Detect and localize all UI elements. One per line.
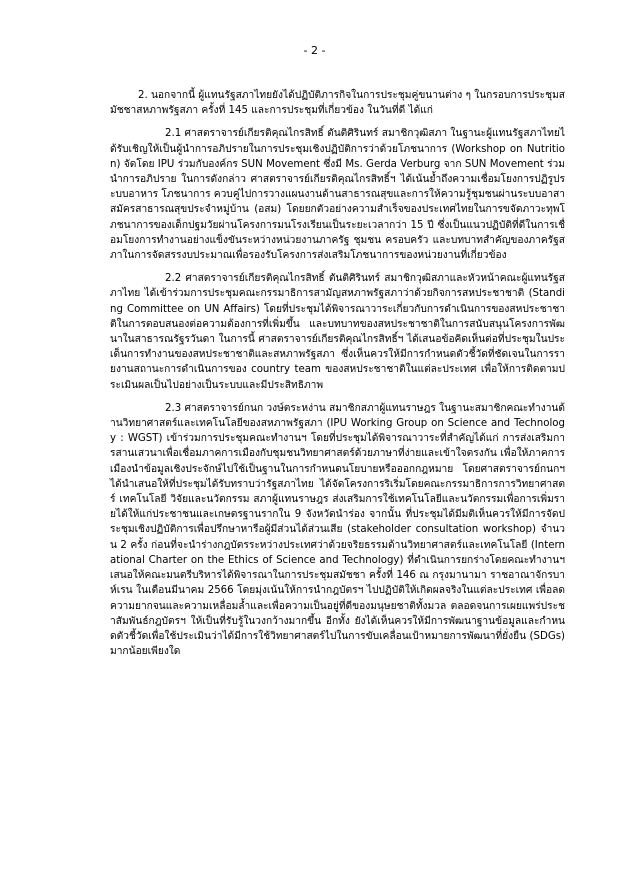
paragraph-2-1: 2.1 ศาสตราจารย์เกียรติคุณไกรสิทธิ์ ตันติศิรินทร์ สมาชิกวุฒิสภา ในฐานะผู้แทนรัฐสภาไทยได้รับเชิญให้เป็นผู้นำการอภิปรายในการประชุมเชิงปฏิบัติการว่าด้วยโภชนาการ (Workshop on Nutrition) จัดโดย IPU ร่วมกับองค์กร SUN Movement ซึ่งมี Ms. Gerda Verburg จาก SUN Movement ร่วมนำการอภิปราย ในการดังกล่าว ศาสตราจารย์เกียรติคุณไกรสิทธิ์ฯ ได้เน้นย้ำถึงความเชื่อมโยงการปฏิรูประบบอาหาร โภชนาการ ควบคู่ไปการวางแผนงานด้านสาธารณสุขและการให้ความรู้ชุมชนผ่านระบบอาสาสมัครสาธารณสุขประจำหมู่บ้าน (อสม) โดยยกตัวอย่างความสำเร็จของประเทศไทยในการขจัดภาวะทุพโภชนาการของเด็กปฐมวัยผ่านโครงการมนโรงเรียนเป็นระยะเวลากว่า 15 ปี ซึ่งเป็นแนวปฏิบัติที่ดีในการเชื่อมโยงการทำงานอย่างแข็งขันระหว่างหน่วยงานภาครัฐ ชุมชน ครอบครัว และบทบาทสำคัญของภาครัฐสภาในการจัดสรรงบประมาณเพื่อรองรับโครงการส่งเสริมโภชนาการของหน่วยงานที่เกี่ยวข้อง xyxy=(110,128,565,262)
paragraph-2-3: 2.3 ศาสตราจารย์กนก วงษ์ตระหง่าน สมาชิกสภาผู้แทนราษฎร ในฐานะสมาชิกคณะทำงานด้านวิทยาศาสตร์และเทคโนโลยีของสหภาพรัฐสภา (IPU Working Group on Science and Technology : WGST) เข้าร่วมการประชุมคณะทำงานฯ โดยที่ประชุมได้พิจารณาวาระที่สำคัญได้แก่ การส่งเสริมการสานเสวนาเพื่อเชื่อมภาคการเมืองกับชุมชนวิทยาศาสตร์ด้วยภาษาที่ง่ายและเข้าใจตรงกัน เพื่อให้ภาคการเมืองนำข้อมูลเชิงประจักษ์ไปใช้เป็นฐานในการกำหนดนโยบายหรือออกกฎหมาย โดยศาสตราจารย์กนกฯ ได้นำเสนอให้ที่ประชุมได้รับทราบว่ารัฐสภาไทย ได้จัดโครงการริเริ่มโดยคณะกรรมาธิการการวิทยาศาสตร์ เทคโนโลยี วิจัยและนวัตกรรม สภาผู้แทนราษฎร ส่งเสริมการใช้เทคโนโลยีและนวัตกรรมเพื่อการเพิ่มรายได้ให้แก่ประชาชนและเกษตรฐานรากใน 9 จังหวัดนำร่อง จากนั้น ที่ประชุมได้มีมติเห็นควรให้มีการจัดประชุมเชิงปฏิบัติการเพื่อปรึกษาหารือผู้มีส่วนได้ส่วนเสีย (stakeholder consultation workshop) จำนวน 2 ครั้ง ก่อนที่จะนำร่างกฎบัตรระหว่างประเทศว่าด้วยจริยธรรมด้านวิทยาศาสตร์และเทคโนโลยี (International Charter on the Ethics of Science and Technology) ที่ดำเนินการยกร่างโดยคณะทำงานฯ เสนอให้คณะมนตรีบริหารได้พิจารณาในการประชุมสมัชชา ครั้งที่ 146 ณ กรุงมานามา ราชอาณาจักรบาห์เรน ในเดือนมีนาคม 2566 โดยมุ่งเน้นให้การนำกฎบัตรฯ ไปปฏิบัติให้เกิดผลจริงในแต่ละประเทศ เพื่อลดความยากจนและความเหลื่อมล้ำและเพื่อความเป็นอยู่ที่ดีของมนุษยชาติทั้งมวล ตลอดจนการเผยแพร่ประชาสัมพันธ์กฎบัตรฯ ให้เป็นที่รับรู้ในวงกว้างมากขึ้น อีกทั้ง ยังได้เห็นควรให้มีการพัฒนาฐานข้อมูลและกำหนดตัวชี้วัดเพื่อใช้ประเมินว่าได้มีการใช้วิทยาศาสตร์ไปในการขับเคลื่อนเป้าหมายการพัฒนาที่ยั่งยืน (SDGs) มากน้อยเพียงใด xyxy=(110,402,565,658)
paragraph-2-2: 2.2 ศาสตราจารย์เกียรติคุณไกรสิทธิ์ ตันติศิรินทร์ สมาชิกวุฒิสภาและหัวหน้าคณะผู้แทนรัฐสภาไทย ได้เข้าร่วมการประชุมคณะกรรมาธิการสามัญสหภาพรัฐสภาว่าด้วยกิจการสหประชาชาติ (Standing Committee on UN Affairs) โดยที่ประชุมได้พิจารณาวาระเกี่ยวกับการดำเนินการของสหประชาชาติในการตอบสนองต่อความต้องการที่เพิ่มขึ้น และบทบาทของสหประชาชาติในการสนับสนุนโครงการพัฒนาในสาธารณรัฐรวันดา ในการนี้ ศาสตราจารย์เกียรติคุณไกรสิทธิ์ฯ ได้เสนอข้อคิดเห็นต่อที่ประชุมในประเด็นการทำงานของสหประชาชาติและสหภาพรัฐสภา ซึ่งเห็นควรให้มีการกำหนดตัวชี้วัดที่ชัดเจนในการรายงานสถานะการดำเนินการของ country team ของสหประชาชาติในแต่ละประเทศ เพื่อให้การติดตามประเมินผลเป็นไปอย่างเป็นระบบและมีประสิทธิภาพ xyxy=(110,273,565,391)
page-number: - 2 - xyxy=(303,44,326,57)
document-body xyxy=(110,88,565,667)
paragraph-2: 2. นอกจากนี้ ผู้แทนรัฐสภาไทยยังได้ปฏิบัติภารกิจในการประชุมคู่ขนานต่าง ๆ ในกรอบการประชุมสมัชชาสหภาพรัฐสภา ครั้งที่ 145 และการประชุมที่เกี่ยวข้อง ในวันที่ดี ได้แก่ xyxy=(110,90,565,117)
